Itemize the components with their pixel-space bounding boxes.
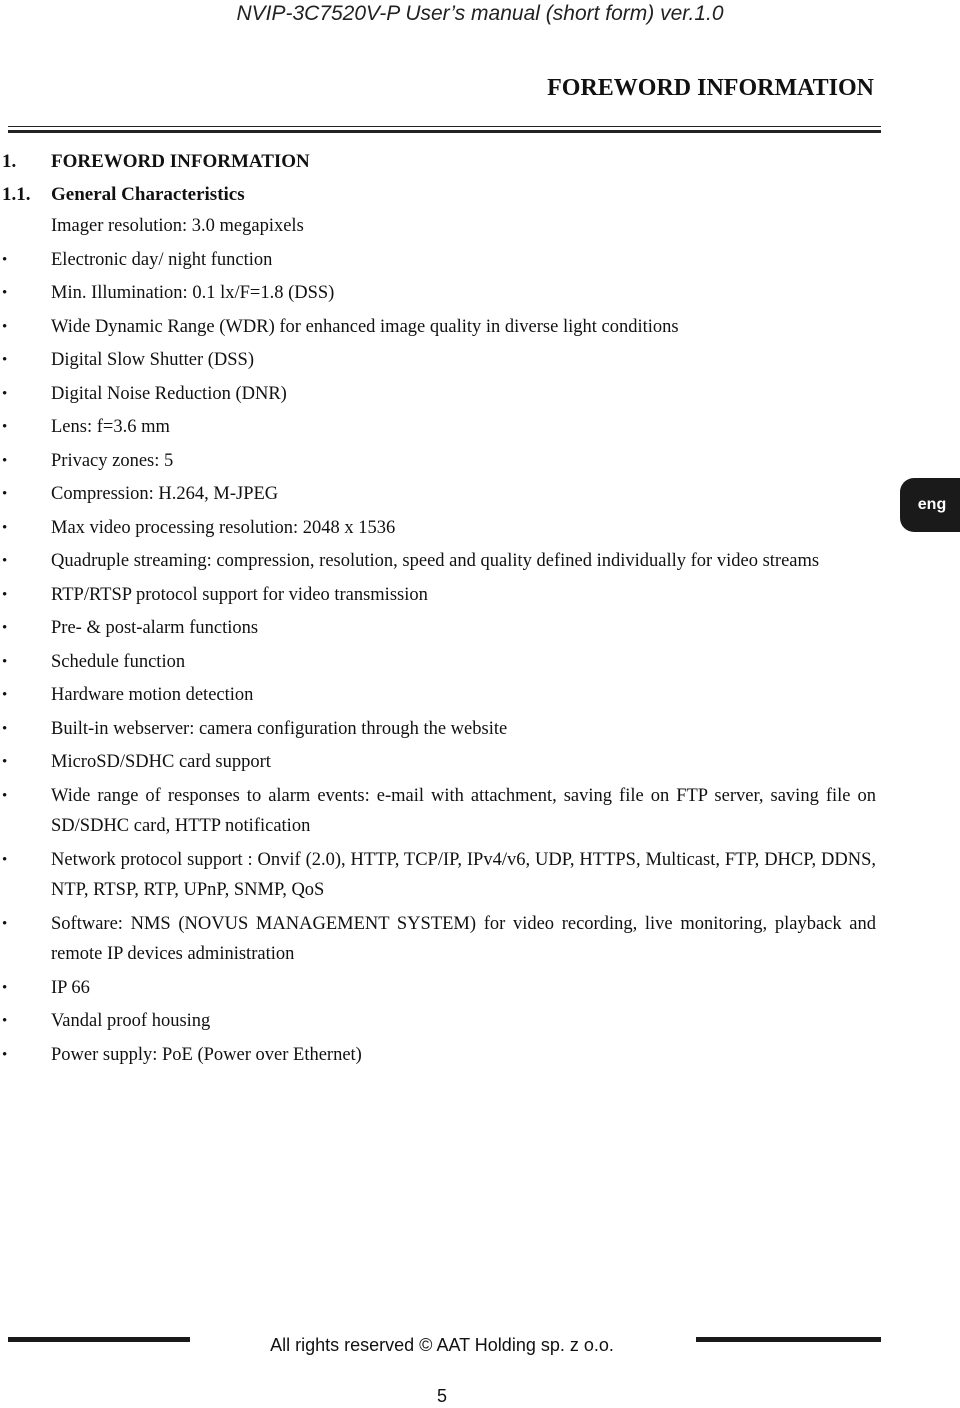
feature-text: Hardware motion detection	[51, 685, 254, 705]
bullet-icon: •	[2, 787, 8, 804]
subsection-heading	[0, 178, 960, 211]
running-header-title: NVIP-3C7520V-P User’s manual (short form) ver.1.0	[236, 2, 724, 25]
page-number: 5	[436, 1386, 447, 1406]
bullet-icon: •	[2, 687, 8, 703]
feature-list-item	[0, 546, 960, 577]
header-rule-thin	[8, 126, 881, 127]
language-tab: eng	[900, 478, 960, 532]
feature-list-item	[0, 714, 960, 745]
bullet-icon: •	[2, 553, 8, 569]
feature-text: Software: NMS (NOVUS MANAGEMENT SYSTEM) for video recording, live monitoring, playback and remote IP devices administration	[51, 913, 876, 964]
feature-list-item	[0, 513, 960, 544]
feature-list-item	[0, 647, 960, 678]
bullet-icon: •	[2, 754, 8, 770]
bullet-icon: •	[2, 318, 8, 335]
feature-text: Digital Slow Shutter (DSS)	[51, 350, 254, 370]
section-header-title: FOREWORD INFORMATION	[547, 75, 874, 101]
feature-text: Schedule function	[51, 651, 186, 672]
bullet-icon: •	[2, 1046, 8, 1063]
bullet-icon: •	[2, 720, 8, 737]
feature-text: Power supply: PoE (Power over Ethernet)	[51, 1044, 362, 1065]
bullet-icon: •	[2, 486, 8, 502]
feature-text: Privacy zones: 5	[51, 450, 174, 471]
feature-text: Lens: f=3.6 mm	[51, 417, 170, 437]
bullet-icon: •	[2, 452, 8, 469]
feature-list-item	[0, 245, 960, 276]
bullet-icon: •	[2, 586, 8, 603]
feature-text: Quadruple streaming: compression, resolution, speed and quality defined individually for video streams	[51, 551, 820, 571]
subsection-number: 1.1.	[2, 184, 31, 205]
header-rule-thick	[8, 130, 881, 133]
chapter-title: FOREWORD INFORMATION	[51, 151, 310, 172]
feature-text: Compression: H.264, M-JPEG	[51, 484, 279, 504]
bullet-icon: •	[2, 419, 8, 435]
feature-list-item	[0, 1006, 960, 1037]
feature-text: Vandal proof housing	[51, 1011, 211, 1031]
subsection-title: General Characteristics	[51, 184, 245, 205]
bullet-icon: •	[2, 1013, 8, 1029]
feature-list-item	[0, 1040, 960, 1071]
feature-list-item	[0, 446, 960, 477]
feature-list-item	[0, 613, 960, 644]
feature-text: IP 66	[51, 977, 90, 998]
feature-text: Pre- & post-alarm functions	[51, 618, 259, 638]
feature-list-item	[0, 312, 960, 343]
feature-list-item	[0, 211, 960, 242]
feature-list-item	[0, 845, 960, 906]
bullet-icon: •	[2, 385, 8, 402]
feature-text: RTP/RTSP protocol support for video transmission	[51, 584, 428, 605]
feature-list-item	[0, 479, 960, 510]
bullet-icon: •	[2, 519, 8, 536]
bullet-icon: •	[2, 979, 8, 996]
feature-list-item	[0, 412, 960, 443]
feature-text: Network protocol support : Onvif (2.0), HTTP, TCP/IP, IPv4/v6, UDP, HTTPS, Multicast, FTP, DHCP, DDNS, NTP, RTSP, RTP, UPnP, SNMP, QoS	[51, 849, 876, 900]
feature-list-item	[0, 345, 960, 376]
chapter-heading	[0, 145, 960, 178]
bullet-icon: •	[2, 251, 8, 268]
page-content	[0, 145, 960, 1073]
feature-list-item	[0, 909, 960, 970]
feature-list-item	[0, 747, 960, 778]
bullet-icon: •	[2, 352, 8, 368]
feature-list	[0, 211, 960, 1070]
chapter-number: 1.	[2, 151, 17, 172]
bullet-icon: •	[2, 653, 8, 670]
feature-text: Digital Noise Reduction (DNR)	[51, 383, 287, 404]
bullet-icon: •	[2, 851, 8, 868]
feature-list-item	[0, 580, 960, 611]
feature-list-item	[0, 680, 960, 711]
feature-list-item	[0, 379, 960, 410]
feature-text: Imager resolution: 3.0 megapixels	[51, 216, 304, 236]
bullet-icon: •	[2, 285, 8, 301]
feature-text: Min. Illumination: 0.1 lx/F=1.8 (DSS)	[51, 283, 335, 303]
feature-list-item	[0, 278, 960, 309]
bullet-icon: •	[2, 620, 8, 636]
feature-text: Max video processing resolution: 2048 x 1536	[51, 517, 396, 538]
footer-copyright: All rights reserved © AAT Holding sp. z o.o.	[270, 1335, 614, 1355]
feature-list-item	[0, 973, 960, 1004]
feature-list-item	[0, 781, 960, 842]
feature-text: Wide Dynamic Range (WDR) for enhanced image quality in diverse light conditions	[51, 316, 679, 337]
feature-text: Built-in webserver: camera configuration through the website	[51, 718, 508, 739]
feature-text: Electronic day/ night function	[51, 249, 273, 270]
feature-text: MicroSD/SDHC card support	[51, 752, 271, 772]
feature-text: Wide range of responses to alarm events: e-mail with attachment, saving file on FTP server, saving file on SD/SDHC card, HTTP notification	[51, 785, 876, 836]
bullet-icon: •	[2, 915, 8, 932]
